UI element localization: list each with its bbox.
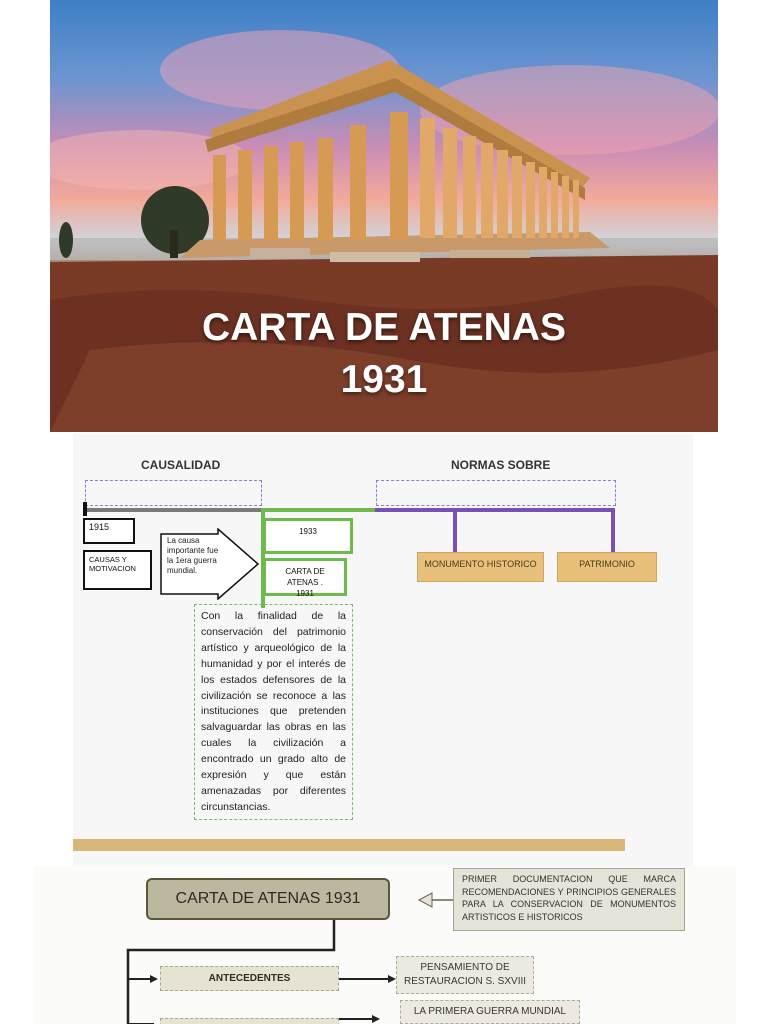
item-1-line2: RESTAURACION S. SXVIII (403, 976, 527, 987)
header-causalidad: CAUSALIDAD (141, 458, 221, 472)
dashed-bracket-right (376, 480, 616, 506)
norm-patrimonio: PATRIMONIO (557, 552, 657, 582)
item-pensamiento-restauracion (396, 956, 534, 994)
timeline-start-tick (83, 502, 87, 516)
year-1915-box: 1915 (83, 518, 135, 544)
description-box: PRIMER DOCUMENTACION QUE MARCA RECOMENDACIONES Y PRINCIPIOS GENERALES PARA LA CONSERVACION DE MONUMENTOS ARTISTICOS E HISTORICOS (453, 868, 685, 931)
causes-box: CAUSAS Y MOTIVACION (83, 550, 152, 590)
item-primera-guerra: LA PRIMERA GUERRA MUNDIAL (400, 1000, 580, 1024)
timeline-segment-gray (83, 508, 263, 512)
purple-connector-2 (611, 508, 615, 553)
concept-map-slide (34, 866, 736, 1024)
arrow-text: La causa importante fue la 1era guerra mundial. (167, 536, 219, 575)
norm-monumento-historico: MONUMENTO HISTORICO (417, 552, 544, 582)
carta-atenas-box: CARTA DE ATENAS . 1931 (263, 558, 347, 596)
antecedentes-box: ANTECEDENTES (160, 966, 339, 991)
timeline-slide (73, 434, 693, 866)
dashed-bracket-left (85, 480, 262, 506)
timeline-segment-purple (375, 508, 615, 512)
carta-atenas-title-box: CARTA DE ATENAS 1931 (146, 878, 390, 920)
timeline-segment-green (263, 508, 375, 512)
hero-year: 1931 (340, 358, 428, 401)
second-branch-box (160, 1018, 339, 1024)
hero-title: CARTA DE ATENAS (202, 306, 566, 349)
hero-slide (50, 0, 718, 432)
item-1-line1: PENSAMIENTO DE (420, 962, 510, 973)
year-1933-box: 1933 (263, 518, 353, 554)
purple-connector-1 (453, 508, 457, 553)
header-normas-sobre: NORMAS SOBRE (451, 458, 551, 472)
bottom-bar (73, 839, 625, 851)
description-paragraph: Con la finalidad de la conservación del patrimonio artístico y arqueológico de la humanidad y por el interés de los estados defensores de la civilización se reconoce a las instituciones que pretenden salvaguardar las obras en las cuales la civilización a encontrado un grado alto de expresión y que están amenazadas por diferentes circunstancias. (194, 604, 353, 820)
